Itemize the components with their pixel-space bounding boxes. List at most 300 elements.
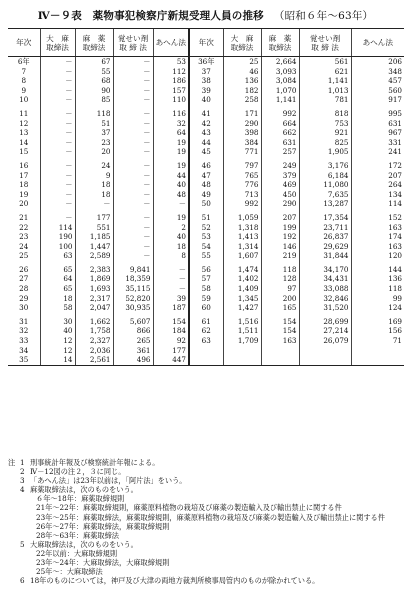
table-cell: 63 <box>40 251 75 261</box>
table-cell: － <box>40 57 75 67</box>
table-cell: 17 <box>19 170 29 180</box>
law-names: 大麻取締規則 <box>73 548 118 558</box>
table-cell: 1,709 <box>223 336 261 346</box>
table-cell: 2,317 <box>75 294 113 304</box>
table-cell: 1,447 <box>75 242 113 252</box>
table-cell: 39 <box>189 86 223 96</box>
notes-section <box>8 458 406 585</box>
table-cell: － <box>40 128 75 138</box>
table-cell: 2,561 <box>75 355 113 365</box>
law-names: 麻薬取締法 <box>83 530 119 540</box>
table-cell: 60 <box>189 303 223 313</box>
table-cell: 33 <box>19 336 29 346</box>
table-cell: 25 <box>223 57 261 67</box>
table-cell: 53 <box>189 232 223 242</box>
table-cell: 2,383 <box>75 261 113 275</box>
table-cell: 49 <box>189 190 223 200</box>
table-cell: 99 <box>351 294 404 304</box>
table-cell: 58 <box>40 303 75 313</box>
table-cell: 32 <box>153 119 189 129</box>
table-cell: 163 <box>261 336 299 346</box>
table-cell: 207 <box>261 209 299 223</box>
table-cell: 43 <box>189 128 223 138</box>
table-cell: 65 <box>40 261 75 275</box>
table-cell: 32,846 <box>299 294 351 304</box>
table-cell: 496 <box>113 355 153 365</box>
table-cell: 19 <box>153 147 189 157</box>
table-row <box>8 209 404 223</box>
table-cell: 172 <box>351 157 404 171</box>
table-cell: 7 <box>21 66 27 76</box>
table-cell: 152 <box>351 209 404 223</box>
table-cell: 58 <box>189 284 223 294</box>
table-cell: 1,318 <box>223 223 261 233</box>
table-cell: 265 <box>113 336 153 346</box>
table-cell: 64 <box>153 128 189 138</box>
table-cell: － <box>113 86 153 96</box>
table-cell <box>261 346 299 356</box>
table-cell: 992 <box>223 199 261 209</box>
table-cell: 1,413 <box>223 232 261 242</box>
law-names: 麻薬取締規則 <box>81 494 125 504</box>
table-cell: 249 <box>261 157 299 171</box>
table-cell: 457 <box>351 76 404 86</box>
table-cell: 257 <box>261 147 299 157</box>
table-row <box>8 251 404 261</box>
table-cell: 120 <box>351 251 404 261</box>
table-cell: 177 <box>153 346 189 356</box>
table-cell: 57 <box>189 274 223 284</box>
table-row <box>8 57 404 67</box>
table-cell: 44 <box>153 171 189 181</box>
table-cell: 28 <box>19 284 29 294</box>
col-header-cannabis-2: 大 麻 取締法 <box>223 29 261 57</box>
table-cell: 46 <box>223 67 261 77</box>
table-cell: 40 <box>153 232 189 242</box>
table-cell: 136 <box>351 274 404 284</box>
table-row <box>8 242 404 252</box>
table-row <box>8 76 404 86</box>
table-cell: 26 <box>19 264 29 274</box>
law-period: 21年～22年： <box>36 503 84 513</box>
table-cell: 110 <box>153 95 189 105</box>
table-cell: 818 <box>299 105 351 119</box>
table-cell: 23 <box>19 232 29 242</box>
table-cell: － <box>153 274 189 284</box>
table-cell: 124 <box>351 303 404 313</box>
table-cell: － <box>40 105 75 119</box>
table-cell: 190 <box>40 232 75 242</box>
table-cell: 50 <box>189 199 223 209</box>
table-cell: 776 <box>223 180 261 190</box>
table-cell: － <box>113 95 153 105</box>
table-cell: 1,059 <box>223 209 261 223</box>
table-cell: 1,474 <box>223 261 261 275</box>
table-cell: 1,402 <box>223 274 261 284</box>
table-cell: － <box>153 199 189 209</box>
table-cell: 59 <box>189 294 223 304</box>
table-cell: － <box>113 128 153 138</box>
table-cell: 6,184 <box>299 171 351 181</box>
table-cell: 8 <box>21 76 27 86</box>
law-names: 麻薬取締法，麻薬取締規則，麻薬原料植物の栽培及び麻薬の製造輸入及び輸出禁止に関する件 <box>83 512 385 522</box>
table-cell: 290 <box>261 199 299 209</box>
table-cell: 264 <box>351 180 404 190</box>
table-cell: 23,711 <box>299 223 351 233</box>
note-3: 3 「あへん法」は23年以前は，「阿片法」をいう。 <box>20 476 187 486</box>
table-cell: 551 <box>75 223 113 233</box>
table-cell: 7,635 <box>299 190 351 200</box>
table-cell: 34 <box>19 345 29 355</box>
mayaku-law-list <box>8 494 406 539</box>
table-body <box>8 57 404 366</box>
table-cell: 1,693 <box>75 284 113 294</box>
table-cell <box>223 355 261 365</box>
table-cell: 64 <box>40 274 75 284</box>
table-cell: 348 <box>351 67 404 77</box>
table-cell <box>189 355 223 365</box>
col-header-stimulants: 覚せい剤 取 締 法 <box>113 29 153 57</box>
year-range: （昭和６年～63年） <box>273 10 374 22</box>
table-cell: 35,115 <box>113 284 153 294</box>
table-cell: 92 <box>153 336 189 346</box>
table-cell: 31,520 <box>299 303 351 313</box>
table-cell: 52,820 <box>113 294 153 304</box>
table-cell: 5,607 <box>113 313 153 327</box>
table-row <box>8 199 404 209</box>
table-cell: 17,354 <box>299 209 351 223</box>
col-header-cannabis: 大 麻 取締法 <box>40 29 75 57</box>
table-cell: 71 <box>351 336 404 346</box>
law-item <box>8 567 406 576</box>
table-cell: 182 <box>223 86 261 96</box>
table-cell: 781 <box>299 95 351 105</box>
table-cell: － <box>113 147 153 157</box>
table-row <box>8 294 404 304</box>
table-cell: 765 <box>223 171 261 181</box>
table-row <box>8 128 404 138</box>
taima-law-list <box>8 549 406 576</box>
law-names: 大麻取締法 <box>66 567 103 577</box>
table-cell: 26,837 <box>299 232 351 242</box>
table-cell: 45 <box>189 147 223 157</box>
table-cell: 361 <box>113 346 153 356</box>
law-item <box>8 522 406 531</box>
table-cell: 1,013 <box>299 86 351 96</box>
law-names: 麻薬取締法，麻薬取締規則 <box>83 521 170 531</box>
law-item <box>8 494 406 503</box>
table-cell: 154 <box>261 326 299 336</box>
table-cell: 18 <box>153 242 189 252</box>
table-cell: 6年 <box>17 57 30 66</box>
table-cell: － <box>40 67 75 77</box>
table-cell: 12 <box>40 336 75 346</box>
table-cell: － <box>113 67 153 77</box>
table-row <box>8 355 404 365</box>
table-cell: 24 <box>75 157 113 171</box>
table-row <box>8 180 404 190</box>
table-cell: 36年 <box>189 57 223 67</box>
table-cell: － <box>40 138 75 148</box>
table-cell: 1,314 <box>223 242 261 252</box>
law-period: 25年～： <box>36 567 67 577</box>
table-cell: 1,516 <box>223 313 261 327</box>
table-cell: 146 <box>261 242 299 252</box>
table-cell: 67 <box>75 57 113 67</box>
table-cell: 621 <box>299 67 351 77</box>
table-row <box>8 284 404 294</box>
table-cell <box>351 355 404 365</box>
law-period: 23年～25年： <box>36 512 84 522</box>
table-cell: 917 <box>351 95 404 105</box>
table-cell: － <box>40 76 75 86</box>
table-cell: 53 <box>153 57 189 67</box>
table-cell: 1,141 <box>299 76 351 86</box>
table-cell: 114 <box>351 199 404 209</box>
table-cell: 51 <box>75 119 113 129</box>
table-cell: 18 <box>75 180 113 190</box>
page-title <box>0 8 411 23</box>
table-cell <box>189 346 223 356</box>
table-cell: 157 <box>153 86 189 96</box>
table-cell: － <box>113 232 153 242</box>
table-cell: 12 <box>19 118 29 128</box>
table-row <box>8 157 404 171</box>
table-cell: 47 <box>189 171 223 181</box>
table-cell: 55 <box>189 251 223 261</box>
table-cell <box>351 346 404 356</box>
table-cell: 31 <box>19 316 29 326</box>
note-5: 5 大麻取締法は，次のものをいう。 <box>20 539 138 549</box>
table-cell: 2,589 <box>75 251 113 261</box>
table-cell: 1,869 <box>75 274 113 284</box>
table-cell <box>299 355 351 365</box>
law-item <box>8 531 406 540</box>
law-names: 麻薬取締規則，麻薬原料植物の栽培及び麻薬の製造輸入及び輸出禁止に関する件 <box>83 503 342 513</box>
table-row <box>8 326 404 336</box>
table-cell: 40 <box>153 180 189 190</box>
table-row <box>8 346 404 356</box>
table-cell: 11 <box>19 108 29 118</box>
table-cell: － <box>40 119 75 129</box>
table-cell: 24 <box>19 241 29 251</box>
table-cell: 186 <box>153 76 189 86</box>
table-cell: 26,079 <box>299 336 351 346</box>
table-cell: 15 <box>19 147 29 157</box>
col-header-year: 年次 <box>8 29 40 57</box>
table-cell: 290 <box>223 119 261 129</box>
table-cell: 40 <box>40 326 75 336</box>
table-row <box>8 171 404 181</box>
table-cell: 664 <box>261 119 299 129</box>
table-cell: 34,170 <box>299 261 351 275</box>
table-cell: 55 <box>75 67 113 77</box>
table-cell: － <box>40 209 75 223</box>
table-cell: 61 <box>189 313 223 327</box>
table-cell: 144 <box>351 261 404 275</box>
col-header-stimulants-2: 覚せい剤 取 締 法 <box>299 29 351 57</box>
table-cell: 46 <box>189 157 223 171</box>
table-cell: － <box>113 223 153 233</box>
table-cell: 9 <box>75 171 113 181</box>
table-cell: 995 <box>351 105 404 119</box>
table-cell: 2,036 <box>75 346 113 356</box>
table-cell: 967 <box>351 128 404 138</box>
table-cell: 825 <box>299 138 351 148</box>
table-cell: 21 <box>19 212 29 222</box>
table-cell: 206 <box>351 57 404 67</box>
table-row <box>8 261 404 275</box>
table-cell: 11,080 <box>299 180 351 190</box>
table-cell: － <box>113 180 153 190</box>
table-cell: 1,345 <box>223 294 261 304</box>
table-cell: 33,088 <box>299 284 351 294</box>
table-cell: 44 <box>189 138 223 148</box>
col-header-opium-2: あへん法 <box>351 29 404 57</box>
table-cell: － <box>113 171 153 181</box>
table-cell: 25 <box>19 251 29 261</box>
table-cell: － <box>113 105 153 119</box>
table-cell: 165 <box>261 303 299 313</box>
table-cell: 128 <box>261 274 299 284</box>
table-cell: 20 <box>75 147 113 157</box>
table-cell: 22 <box>19 222 29 232</box>
table-cell: 200 <box>261 294 299 304</box>
table-cell: 52 <box>189 223 223 233</box>
table-cell: 39 <box>153 294 189 304</box>
table-row <box>8 147 404 157</box>
table-cell: 207 <box>351 171 404 181</box>
notes-label: 注 <box>8 458 16 467</box>
table-cell: 97 <box>261 284 299 294</box>
col-header-year-2: 年次 <box>189 29 223 57</box>
table-cell: 13,287 <box>299 199 351 209</box>
table-cell: － <box>113 57 153 67</box>
table-cell: 116 <box>153 105 189 119</box>
table-cell: － <box>113 251 153 261</box>
table-row <box>8 232 404 242</box>
law-names: 大麻取締法，大麻取締規則 <box>83 558 170 568</box>
table-cell: 753 <box>299 119 351 129</box>
table-cell: 40 <box>189 95 223 105</box>
table-cell: 10 <box>19 95 29 105</box>
table-row <box>8 336 404 346</box>
table-cell: 134 <box>351 190 404 200</box>
table-cell: 8 <box>153 251 189 261</box>
law-period: 26年～27年： <box>36 521 84 531</box>
table-cell: 9 <box>21 85 27 95</box>
law-period: 28年～63年： <box>36 530 84 540</box>
table-cell: 169 <box>351 313 404 327</box>
table-cell: 30,935 <box>113 303 153 313</box>
table-cell: 192 <box>261 232 299 242</box>
table-row <box>8 313 404 327</box>
table-cell: 18 <box>40 294 75 304</box>
table-row <box>8 119 404 129</box>
table-cell: 48 <box>189 180 223 190</box>
table-cell: 561 <box>299 57 351 67</box>
table-cell: 23 <box>75 138 113 148</box>
table-row <box>8 190 404 200</box>
table-cell: 32 <box>19 326 29 336</box>
drug-offense-table <box>8 28 404 366</box>
table-cell: 1,758 <box>75 326 113 336</box>
law-item <box>8 503 406 512</box>
note-4: 4 麻薬取締法は，次のものをいう。 <box>20 485 138 495</box>
table-cell: 177 <box>75 209 113 223</box>
table-cell: 154 <box>261 313 299 327</box>
table-row <box>8 223 404 233</box>
table-cell: 713 <box>223 190 261 200</box>
table-cell: 62 <box>189 326 223 336</box>
table-cell: 30 <box>40 313 75 327</box>
table-cell: 662 <box>261 128 299 138</box>
table-cell: 19 <box>153 157 189 171</box>
table-cell: 16 <box>19 160 29 170</box>
table-cell: － <box>113 242 153 252</box>
table-cell: 631 <box>261 138 299 148</box>
table-cell: 156 <box>351 326 404 336</box>
table-cell: 56 <box>189 261 223 275</box>
table-cell: 112 <box>153 67 189 77</box>
table-row <box>8 105 404 119</box>
table-cell: 1,905 <box>299 147 351 157</box>
table-cell: － <box>40 147 75 157</box>
table-cell: 12 <box>40 346 75 356</box>
table-cell: 65 <box>40 284 75 294</box>
table-cell: 29,629 <box>299 242 351 252</box>
table-title: Ⅳ－９表 薬物事犯検察庁新規受理人員の推移 <box>37 10 264 22</box>
table-cell: 241 <box>351 147 404 157</box>
table-cell: 118 <box>75 105 113 119</box>
table-cell: 85 <box>75 95 113 105</box>
table-cell: 2,327 <box>75 336 113 346</box>
table-cell: 2,664 <box>261 57 299 67</box>
table-cell: － <box>40 157 75 171</box>
table-cell: 20 <box>19 199 29 209</box>
table-cell: 31,844 <box>299 251 351 261</box>
table-cell: － <box>113 157 153 171</box>
law-period: ６年～18年： <box>36 494 82 504</box>
table-cell: － <box>113 190 153 200</box>
table-cell: － <box>113 76 153 86</box>
table-cell: 29 <box>19 293 29 303</box>
table-cell: 1,409 <box>223 284 261 294</box>
law-period: 23年～24年： <box>36 558 84 568</box>
table-row <box>8 95 404 105</box>
table-cell: 3,176 <box>299 157 351 171</box>
col-header-opium: あへん法 <box>153 29 189 57</box>
table-cell: 90 <box>75 86 113 96</box>
table-cell: － <box>113 138 153 148</box>
table-cell: － <box>40 86 75 96</box>
table-cell: － <box>40 190 75 200</box>
table-cell: 28,699 <box>299 313 351 327</box>
table-cell: 560 <box>351 86 404 96</box>
table-cell: 118 <box>351 284 404 294</box>
table-cell: 136 <box>223 76 261 86</box>
table-cell: 992 <box>261 105 299 119</box>
table-cell: 187 <box>153 303 189 313</box>
table-row <box>8 303 404 313</box>
table-cell: 18 <box>19 180 29 190</box>
table-cell: 51 <box>189 209 223 223</box>
table-cell: 199 <box>261 223 299 233</box>
table-cell: 163 <box>351 223 404 233</box>
table-cell: 398 <box>223 128 261 138</box>
table-cell: － <box>40 180 75 190</box>
table-cell: 48 <box>153 190 189 200</box>
